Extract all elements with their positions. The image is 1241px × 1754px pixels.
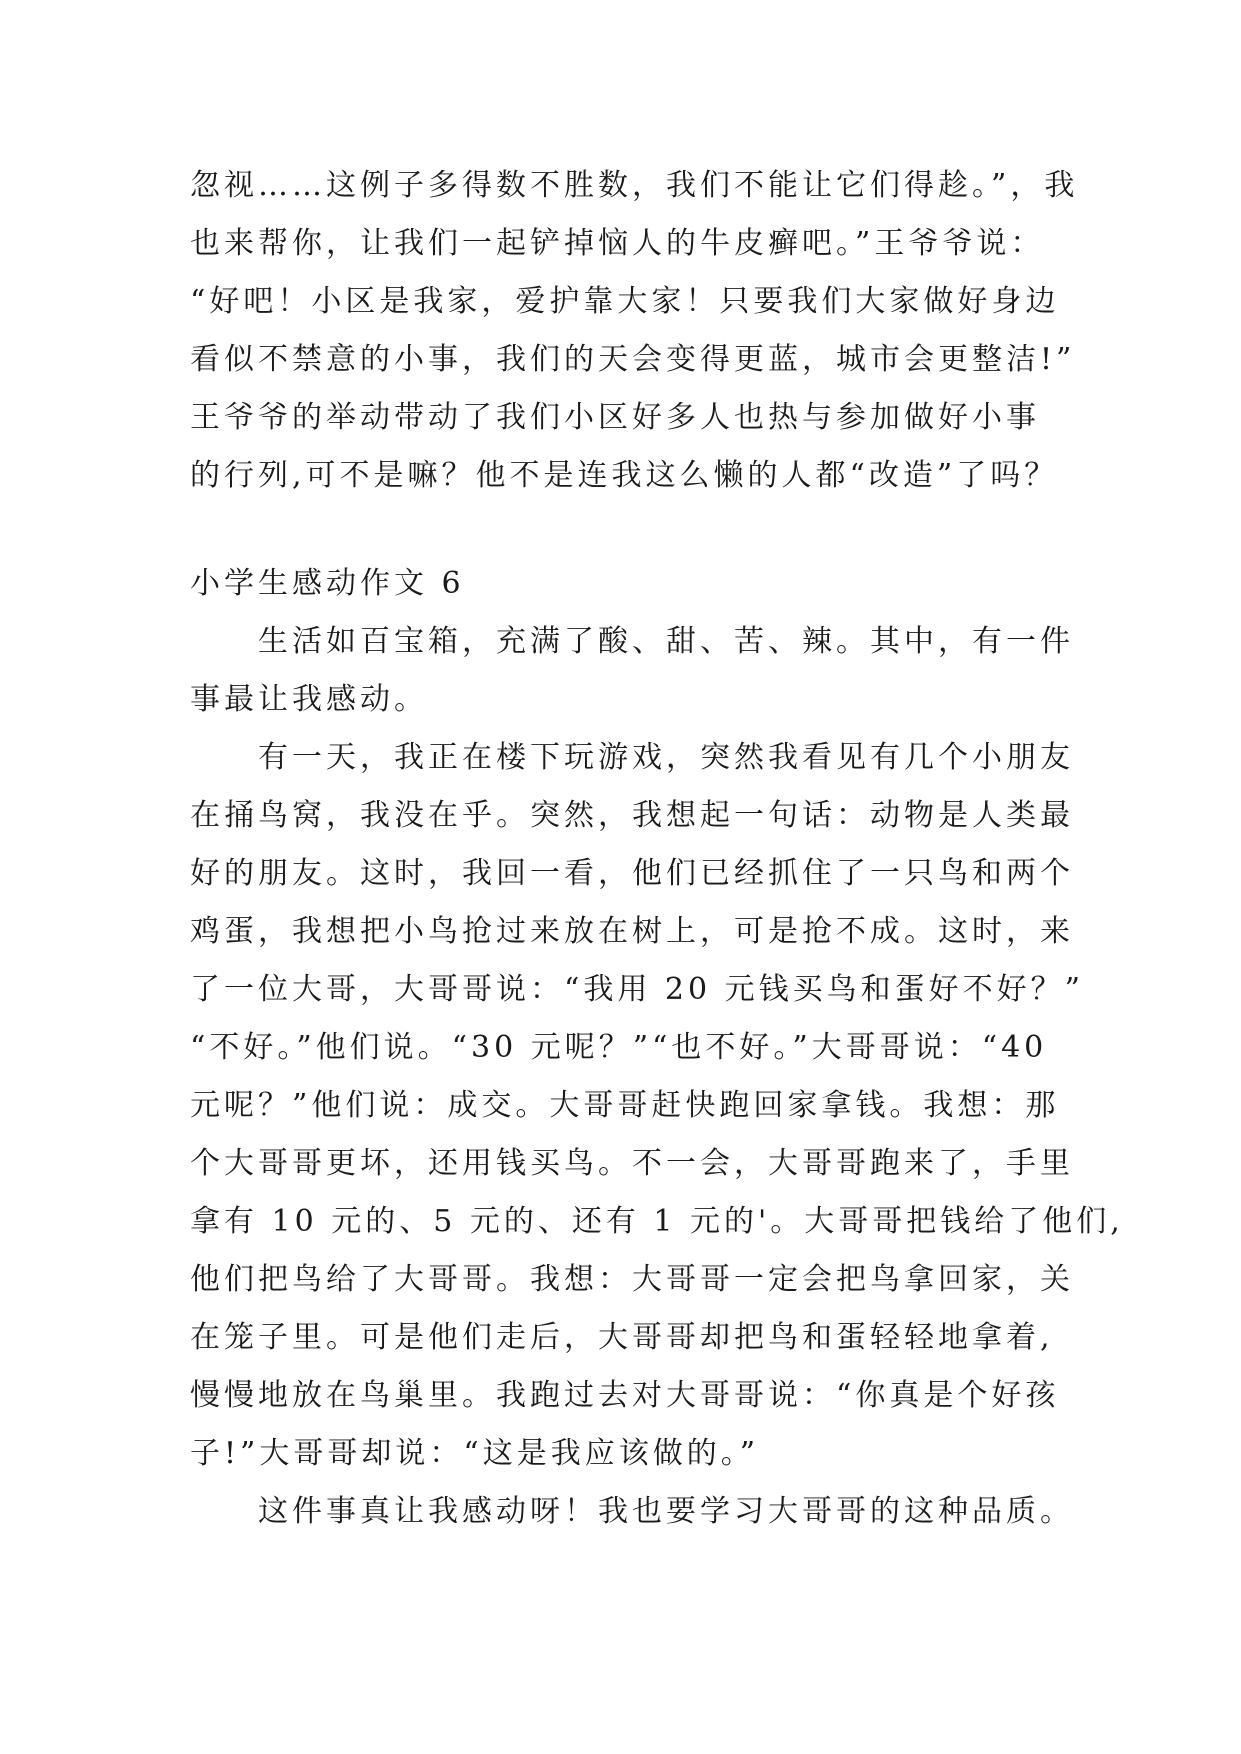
text-line: 慢慢地放在鸟巢里。我跑过去对大哥哥说：“你真是个好孩	[190, 1378, 1060, 1413]
text-line: “好吧！小区是我家，爱护靠大家！只要我们大家做好身边	[190, 284, 1060, 319]
paragraph-2	[190, 729, 1124, 1483]
text-line: 忽视……这例子多得数不胜数，我们不能让它们得趁。”，我	[190, 168, 1079, 203]
text-line: 子!”大哥哥却说：“这是我应该做的。”	[190, 1436, 760, 1471]
section-heading: 小学生感动作文 6	[190, 566, 465, 601]
text-line: 也来帮你，让我们一起铲掉恼人的牛皮癣吧。”王爷爷说：	[190, 226, 1045, 261]
text-line: 有一天，我正在楼下玩游戏，突然我看见有几个小朋友	[258, 740, 1074, 775]
text-line: “不好。”他们说。“30 元呢？”“也不好。”大哥哥说：“40	[190, 1030, 1048, 1065]
text-line: 元呢？”他们说：成交。大哥哥赶快跑回家拿钱。我想：那	[190, 1088, 1060, 1123]
text-line: 看似不禁意的小事，我们的天会变得更蓝，城市会更整洁!”	[190, 342, 1076, 377]
text-line: 拿有 10 元的、5 元的、还有 1 元的'。大哥哥把钱给了他们,	[190, 1204, 1124, 1239]
section-gap	[190, 505, 1080, 555]
text-line: 在捅鸟窝，我没在乎。突然，我想起一句话：动物是人类最	[190, 798, 1074, 833]
text-line: 这件事真让我感动呀！我也要学习大哥哥的这种品质。	[258, 1494, 1074, 1529]
text-line: 好的朋友。这时，我回一看，他们已经抓住了一只鸟和两个	[190, 856, 1074, 891]
paragraph-1	[190, 613, 1080, 729]
text-line: 在笼子里。可是他们走后，大哥哥却把鸟和蛋轻轻地拿着,	[190, 1320, 1054, 1355]
text-line: 的行列,可不是嘛？他不是连我这么懒的人都“改造”了吗？	[190, 458, 1059, 493]
text-line: 事最让我感动。	[190, 682, 428, 717]
document-page	[190, 157, 1124, 1541]
text-line: 生活如百宝箱，充满了酸、甜、苦、辣。其中，有一件	[258, 624, 1074, 659]
text-line: 他们把鸟给了大哥哥。我想：大哥哥一定会把鸟拿回家，关	[190, 1262, 1074, 1297]
text-line: 个大哥哥更坏，还用钱买鸟。不一会，大哥哥跑来了，手里	[190, 1146, 1074, 1181]
paragraph-continued	[190, 157, 1080, 505]
text-line: 了一位大哥，大哥哥说：“我用 20 元钱买鸟和蛋好不好？”	[190, 972, 1084, 1007]
text-line: 王爷爷的举动带动了我们小区好多人也热与参加做好小事	[190, 400, 1040, 435]
text-line: 鸡蛋，我想把小鸟抢过来放在树上，可是抢不成。这时，来	[190, 914, 1074, 949]
paragraph-3	[190, 1483, 1080, 1541]
